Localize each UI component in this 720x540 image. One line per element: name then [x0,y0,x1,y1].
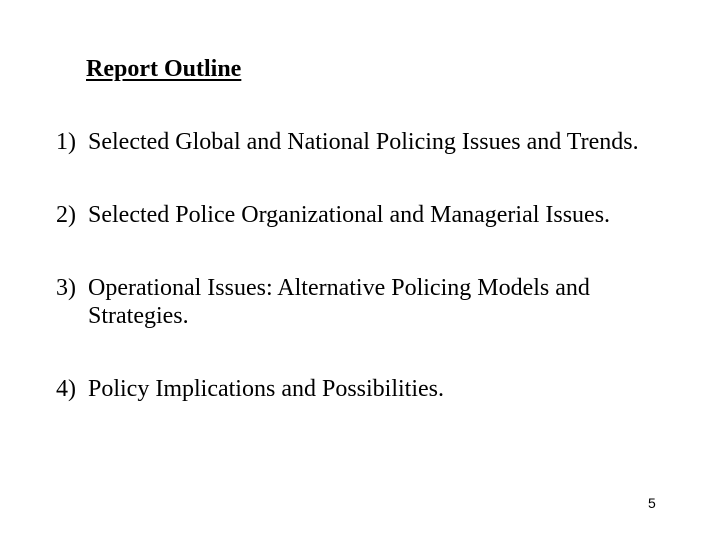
outline-item-text: Selected Police Organizational and Managerial Issues. [88,202,611,228]
outline-item-number: 1) [56,129,76,155]
outline-item-number: 2) [56,202,76,228]
outline-item-1 [56,128,676,156]
outline-item-2 [56,201,676,229]
outline-item-4 [56,375,676,403]
outline-list [56,128,676,403]
outline-item-text: Operational Issues: Alternative Policing Models and Strategies. [88,275,590,329]
outline-item-number: 4) [56,376,76,402]
slide-title: Report Outline [86,56,242,82]
outline-item-text: Policy Implications and Possibilities. [88,376,444,402]
outline-item-text: Selected Global and National Policing Issues and Trends. [88,129,639,155]
outline-item-number: 3) [56,275,76,301]
outline-item-3 [56,274,676,330]
page-number: 5 [648,495,656,511]
